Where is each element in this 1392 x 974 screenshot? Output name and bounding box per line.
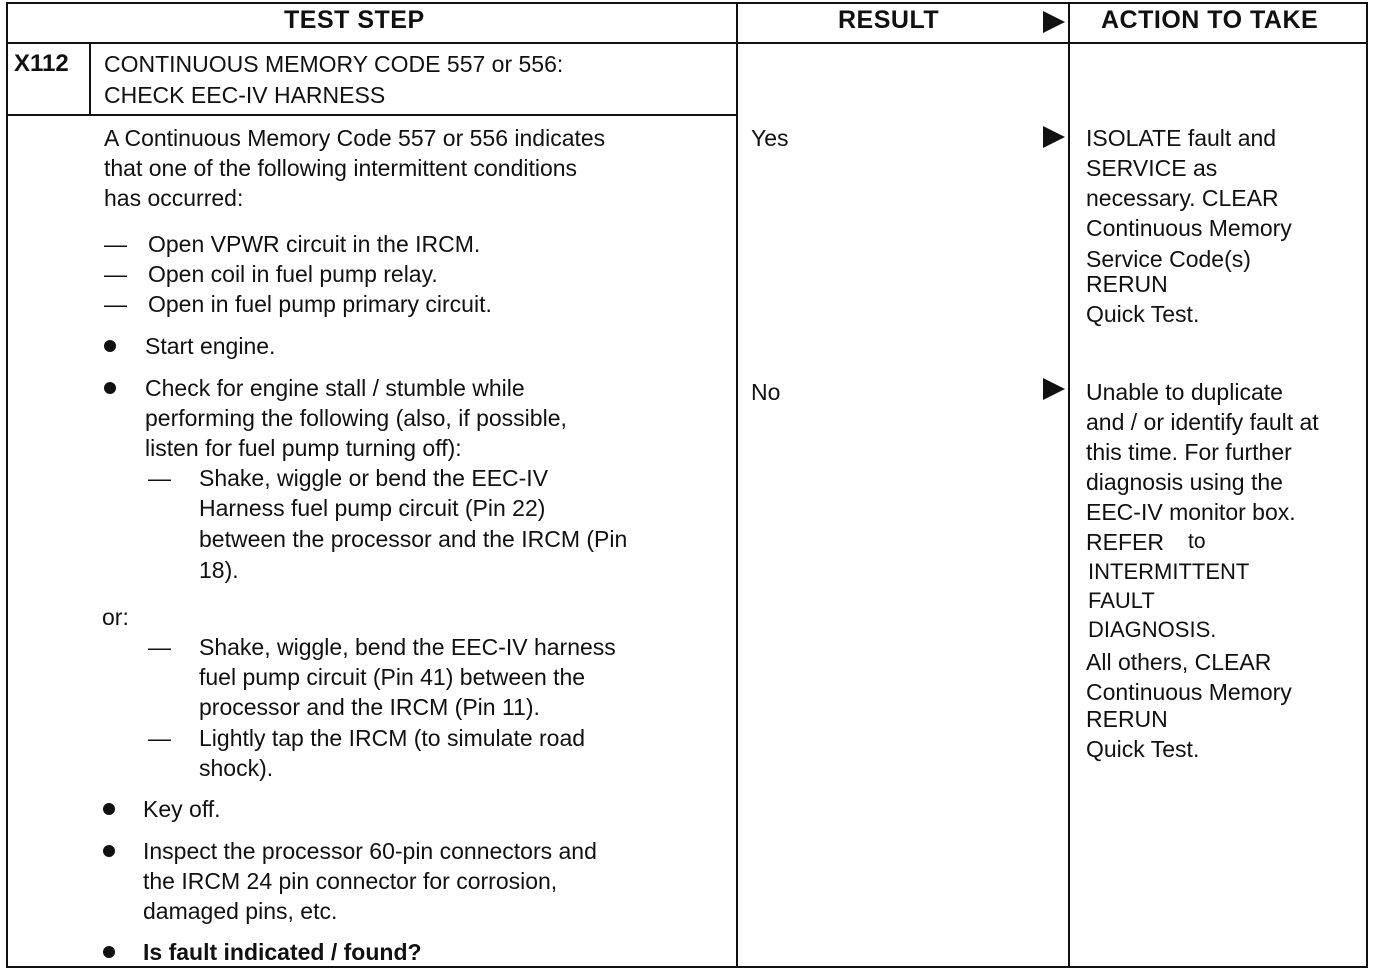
action-no-9: Quick Test. bbox=[1086, 736, 1200, 762]
step-title-line2: CHECK EEC-IV HARNESS bbox=[104, 82, 386, 108]
action-no-8: RERUN bbox=[1086, 706, 1168, 732]
shake1-line-4: 18). bbox=[199, 557, 239, 583]
dash-icon: — bbox=[148, 465, 171, 491]
bullet-icon bbox=[103, 946, 115, 958]
key-off: Key off. bbox=[143, 796, 221, 822]
action-no-2: and / or identify fault at bbox=[1086, 409, 1319, 435]
shake2-line-2: fuel pump circuit (Pin 41) between the bbox=[199, 664, 586, 690]
action-no-6: All others, CLEAR bbox=[1086, 649, 1272, 675]
bullet-icon bbox=[103, 803, 115, 815]
shake2-line-1: Shake, wiggle, bend the EEC-IV harness bbox=[199, 634, 616, 660]
inspect-line-3: damaged pins, etc. bbox=[143, 898, 338, 924]
action-yes-1: ISOLATE fault and bbox=[1086, 125, 1277, 151]
arrow-no-icon bbox=[1043, 378, 1065, 400]
tap-line-1: Lightly tap the IRCM (to simulate road bbox=[199, 725, 586, 751]
action-no-5: EEC-IV monitor box. bbox=[1086, 499, 1296, 525]
dash-icon: — bbox=[148, 634, 171, 660]
bullet-icon bbox=[104, 340, 116, 352]
dash-icon: — bbox=[148, 725, 171, 751]
check-line-3: listen for fuel pump turning off): bbox=[145, 435, 462, 461]
header-action: ACTION TO TAKE bbox=[1101, 6, 1319, 34]
intro-line-2: that one of the following intermittent conditions bbox=[104, 155, 578, 181]
action-refer: REFER bbox=[1086, 529, 1164, 555]
dash-icon: — bbox=[104, 291, 127, 317]
check-line-2: performing the following (also, if possible, bbox=[145, 405, 567, 431]
bullet-icon bbox=[103, 845, 115, 857]
shake2-line-3: processor and the IRCM (Pin 11). bbox=[199, 694, 540, 720]
question: Is fault indicated / found? bbox=[143, 939, 422, 965]
dash-icon: — bbox=[104, 261, 127, 287]
shake1-line-1: Shake, wiggle or bend the EEC-IV bbox=[199, 465, 549, 491]
condition-2: Open coil in fuel pump relay. bbox=[148, 261, 438, 287]
action-yes-5: Service Code(s) bbox=[1086, 246, 1251, 272]
action-no-1: Unable to duplicate bbox=[1086, 379, 1283, 405]
header-result: RESULT bbox=[838, 6, 940, 34]
action-yes-4: Continuous Memory bbox=[1086, 215, 1292, 241]
action-yes-3: necessary. CLEAR bbox=[1086, 185, 1279, 211]
divider-result-action bbox=[1068, 2, 1070, 968]
or-label: or: bbox=[102, 604, 129, 630]
shake1-line-3: between the processor and the IRCM (Pin bbox=[199, 526, 628, 552]
bullet-icon bbox=[104, 382, 116, 394]
shake1-line-2: Harness fuel pump circuit (Pin 22) bbox=[199, 495, 546, 521]
tap-line-2: shock). bbox=[199, 755, 274, 781]
action-no-3: this time. For further bbox=[1086, 439, 1292, 465]
action-no-7: Continuous Memory bbox=[1086, 679, 1292, 705]
condition-1: Open VPWR circuit in the IRCM. bbox=[148, 231, 481, 257]
action-refer-2: FAULT bbox=[1088, 588, 1155, 613]
divider-step-result bbox=[736, 2, 738, 968]
action-yes-6: RERUN bbox=[1086, 271, 1168, 297]
step-id: X112 bbox=[14, 50, 69, 77]
header-test-step: TEST STEP bbox=[284, 6, 425, 34]
header-rule bbox=[6, 42, 1368, 44]
action-refer-to: to bbox=[1188, 530, 1206, 553]
start-engine: Start engine. bbox=[145, 333, 276, 359]
inspect-line-2: the IRCM 24 pin connector for corrosion, bbox=[143, 868, 558, 894]
action-no-4: diagnosis using the bbox=[1086, 469, 1283, 495]
inspect-line-1: Inspect the processor 60-pin connectors and bbox=[143, 838, 597, 864]
action-yes-7: Quick Test. bbox=[1086, 301, 1200, 327]
action-refer-1: INTERMITTENT bbox=[1088, 559, 1250, 584]
condition-3: Open in fuel pump primary circuit. bbox=[148, 291, 492, 317]
result-no: No bbox=[751, 379, 781, 405]
arrow-yes-icon bbox=[1043, 126, 1065, 148]
divider-step-id bbox=[89, 42, 91, 114]
title-rule bbox=[6, 114, 737, 116]
action-refer-3: DIAGNOSIS. bbox=[1088, 617, 1217, 642]
header-arrow-icon bbox=[1043, 11, 1065, 33]
dash-icon: — bbox=[104, 231, 127, 257]
intro-line-1: A Continuous Memory Code 557 or 556 indicates bbox=[104, 125, 606, 151]
intro-line-3: has occurred: bbox=[104, 185, 244, 211]
check-line-1: Check for engine stall / stumble while bbox=[145, 375, 525, 401]
result-yes: Yes bbox=[751, 125, 789, 151]
step-title-line1: CONTINUOUS MEMORY CODE 557 or 556: bbox=[104, 51, 564, 77]
action-yes-2: SERVICE as bbox=[1086, 155, 1218, 181]
